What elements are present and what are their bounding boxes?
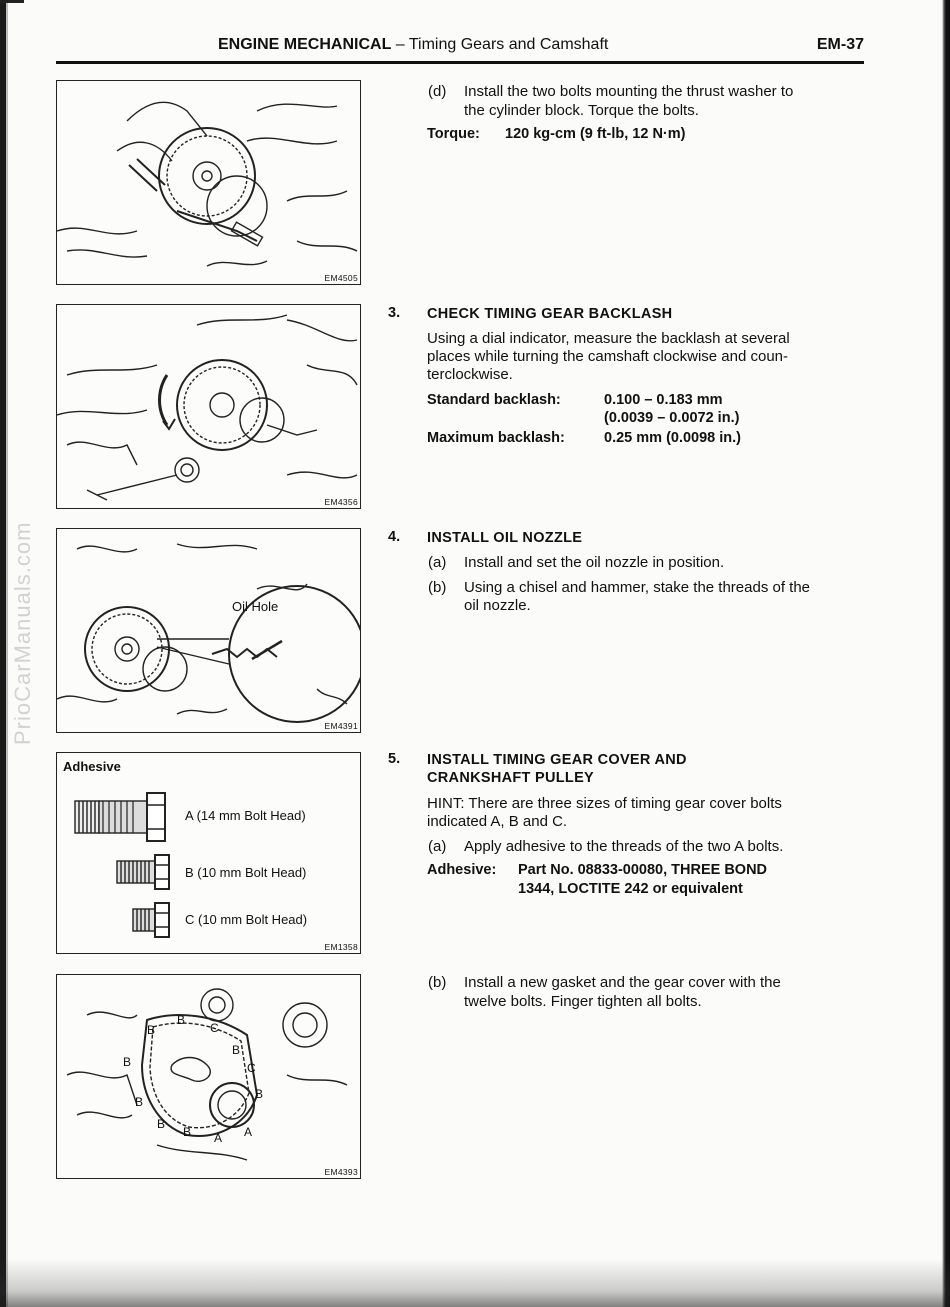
figure-bolt-sizes — [56, 752, 361, 954]
step5-hint-line1: HINT: There are three sizes of timing gear cover bolts — [427, 795, 782, 812]
scan-bottom-shadow — [0, 1227, 950, 1307]
bolt-mark: A — [244, 1125, 253, 1139]
figure-code: EM4356 — [324, 497, 358, 507]
step5-number: 5. — [388, 751, 401, 767]
figure-code: EM4505 — [324, 273, 358, 283]
step5-title-line1: INSTALL TIMING GEAR COVER AND — [427, 752, 687, 768]
step5-hint-line2: indicated A, B and C. — [427, 813, 568, 830]
oil-nozzle-illustration — [57, 529, 360, 732]
step3-number: 3. — [388, 305, 401, 321]
bolt-mark: B — [183, 1125, 192, 1139]
section-title: ENGINE MECHANICAL — [218, 36, 392, 53]
dial-indicator-illustration — [57, 305, 360, 508]
figure-backlash-check — [56, 304, 361, 509]
bolt-b-label: B (10 mm Bolt Head) — [185, 865, 307, 880]
adhesive-title: Adhesive — [63, 759, 121, 774]
step5a-letter: (a) — [428, 838, 447, 855]
step2d-line1: Install the two bolts mounting the thrust washer to — [464, 83, 794, 100]
maximum-backlash-value: 0.25 mm (0.0098 in.) — [604, 430, 742, 446]
header-rule — [56, 61, 864, 64]
oil-hole-label: Oil Hole — [232, 599, 279, 614]
adhesive-value-line2: 1344, LOCTITE 242 or equivalent — [518, 881, 743, 897]
bolt-mark: B — [177, 1013, 186, 1027]
adhesive-label: Adhesive: — [427, 862, 497, 878]
step5b-line1: Install a new gasket and the gear cover with the — [464, 974, 781, 991]
scan-right-edge — [942, 0, 950, 1307]
bolt-mark: B — [123, 1055, 132, 1069]
step4b-line2: oil nozzle. — [464, 597, 531, 614]
adhesive-value-line1: Part No. 08833-00080, THREE BOND — [518, 862, 768, 878]
torque-value: 120 kg-cm (9 ft-lb, 12 N·m) — [505, 126, 686, 142]
step4a-letter: (a) — [428, 554, 447, 571]
page-header — [56, 36, 864, 62]
step3-body-line1: Using a dial indicator, measure the backlash at several — [427, 330, 790, 347]
step4-number: 4. — [388, 529, 401, 545]
header-title — [218, 36, 608, 54]
step3-body-line3: terclockwise. — [427, 366, 513, 383]
bolt-a-label: A (14 mm Bolt Head) — [185, 808, 306, 823]
torque-label: Torque: — [427, 126, 480, 142]
step2d-line2: the cylinder block. Torque the bolts. — [464, 102, 699, 119]
figure-oil-nozzle — [56, 528, 361, 733]
scan-left-edge — [0, 0, 10, 1307]
bolt-mark: B — [232, 1043, 241, 1057]
page-number: EM-37 — [816, 36, 864, 53]
bolt-mark: C — [247, 1061, 256, 1075]
bolt-mark: B — [255, 1087, 264, 1101]
step4a-text: Install and set the oil nozzle in position. — [464, 554, 725, 571]
standard-backlash-value: 0.100 – 0.183 mm — [604, 392, 723, 408]
section-subtitle: – Timing Gears and Camshaft — [391, 36, 609, 53]
figure-code: EM4393 — [324, 1167, 358, 1177]
bolt-mark: B — [135, 1095, 144, 1109]
bolt-mark: C — [210, 1021, 219, 1035]
watermark: PrioCarManuals.com — [10, 521, 35, 745]
step5b-letter: (b) — [428, 974, 447, 991]
figure-gear-cover — [56, 974, 361, 1179]
step3-title: CHECK TIMING GEAR BACKLASH — [427, 306, 673, 322]
step4b-line1: Using a chisel and hammer, stake the threads of the — [464, 579, 811, 596]
bolt-mark: B — [147, 1023, 156, 1037]
step4b-letter: (b) — [428, 579, 447, 596]
step5a-text: Apply adhesive to the threads of the two A bolts. — [464, 838, 784, 855]
thrust-washer-illustration — [57, 81, 360, 284]
scan-corner-mark — [0, 0, 24, 3]
figure-code: EM1358 — [324, 942, 358, 952]
standard-backlash-value-in: (0.0039 – 0.0072 in.) — [604, 410, 740, 426]
step3-body-line2: places while turning the camshaft clockwise and coun- — [427, 348, 789, 365]
step4-title: INSTALL OIL NOZZLE — [427, 530, 583, 546]
gear-cover-illustration — [57, 975, 360, 1178]
figure-code: EM4391 — [324, 721, 358, 731]
step5-title-line2: CRANKSHAFT PULLEY — [427, 770, 595, 786]
maximum-backlash-label: Maximum backlash: — [427, 430, 565, 446]
bolt-c-label: C (10 mm Bolt Head) — [185, 912, 308, 927]
step5b-line2: twelve bolts. Finger tighten all bolts. — [464, 993, 702, 1010]
figure-thrust-washer — [56, 80, 361, 285]
standard-backlash-label: Standard backlash: — [427, 392, 561, 408]
bolt-mark: B — [157, 1117, 166, 1131]
bolt-mark: A — [214, 1131, 223, 1145]
step2d-letter: (d) — [428, 83, 447, 100]
